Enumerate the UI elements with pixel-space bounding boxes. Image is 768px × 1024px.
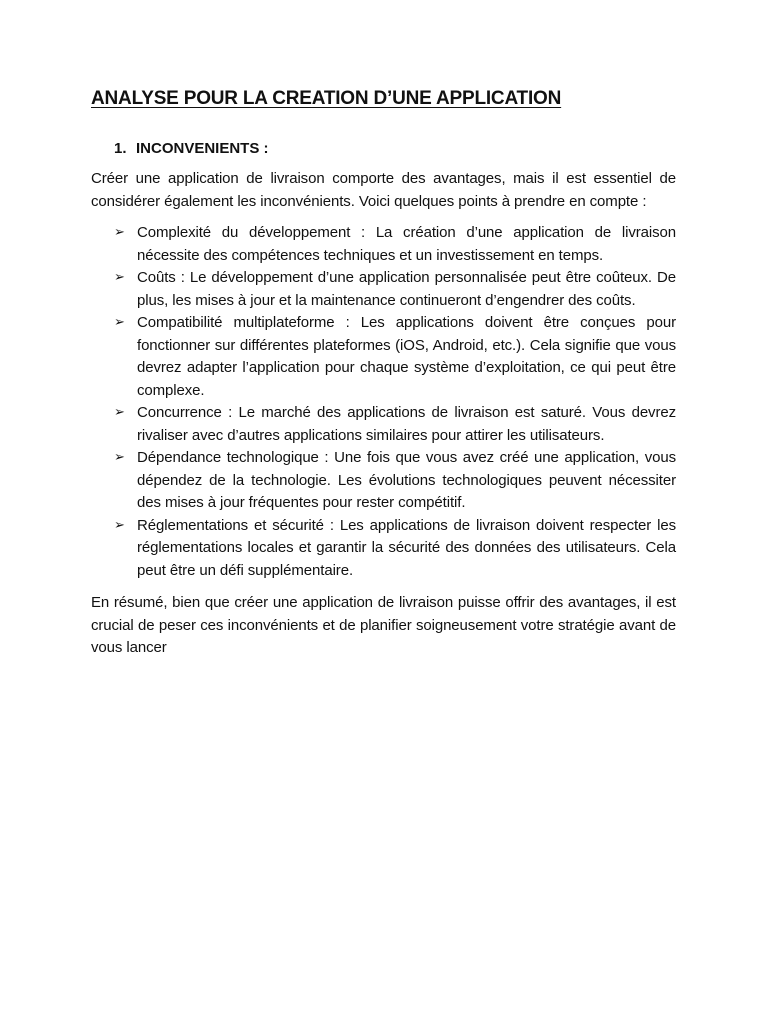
arrowhead-bullet-icon: ➢ bbox=[114, 315, 125, 330]
list-item bbox=[91, 222, 676, 267]
drawbacks-list bbox=[91, 222, 676, 582]
list-item-text: Concurrence : Le marché des applications de livraison est saturé. Vous devrez rivaliser avec d’autres applications similaires pour attirer les utilisateurs. bbox=[137, 404, 676, 444]
list-item-text: Compatibilité multiplateforme : Les applications doivent être conçues pour fonctionner sur différentes plateformes (iOS, Android, etc.). Cela signifie que vous devrez adapter l’application pour chaque système d’exploitation, ce qui peut être complexe. bbox=[137, 314, 676, 399]
conclusion-paragraph: En résumé, bien que créer une application de livraison puisse offrir des avantages, il est crucial de peser ces inconvénients et de planifier soigneusement votre stratégie avant de vous lancer bbox=[91, 594, 676, 656]
list-item bbox=[91, 515, 676, 583]
arrowhead-bullet-icon: ➢ bbox=[114, 450, 125, 465]
arrowhead-bullet-icon: ➢ bbox=[114, 405, 125, 420]
section-heading-text: INCONVENIENTS : bbox=[136, 140, 269, 157]
section-number: 1. bbox=[114, 140, 127, 157]
section-heading bbox=[91, 139, 676, 159]
list-item-text: Complexité du développement : La création d’une application de livraison nécessite des compétences techniques et un investissement en temps. bbox=[137, 224, 676, 264]
list-item-text: Réglementations et sécurité : Les applications de livraison doivent respecter les réglementations locales et garantir la sécurité des données des utilisateurs. Cela peut être un défi supplémentaire. bbox=[137, 516, 676, 579]
list-item-text: Coûts : Le développement d’une application personnalisée peut être coûteux. De plus, les mises à jour et la maintenance continueront d’engendrer des coûts. bbox=[137, 269, 676, 309]
list-item bbox=[91, 402, 676, 447]
list-item bbox=[91, 267, 676, 312]
list-item bbox=[91, 312, 676, 402]
list-item bbox=[91, 447, 676, 515]
arrowhead-bullet-icon: ➢ bbox=[114, 517, 125, 533]
document-title: ANALYSE POUR LA CREATION D’UNE APPLICATION bbox=[91, 88, 562, 109]
arrowhead-bullet-icon: ➢ bbox=[114, 270, 125, 285]
intro-paragraph: Créer une application de livraison comporte des avantages, mais il est essentiel de considérer également les inconvénients. Voici quelques points à prendre en compte : bbox=[91, 170, 676, 210]
arrowhead-bullet-icon: ➢ bbox=[114, 225, 125, 240]
list-item-text: Dépendance technologique : Une fois que vous avez créé une application, vous dépendez de la technologie. Les évolutions technologiques peuvent nécessiter des mises à jour fréquentes pour rester compétitif. bbox=[137, 449, 676, 511]
